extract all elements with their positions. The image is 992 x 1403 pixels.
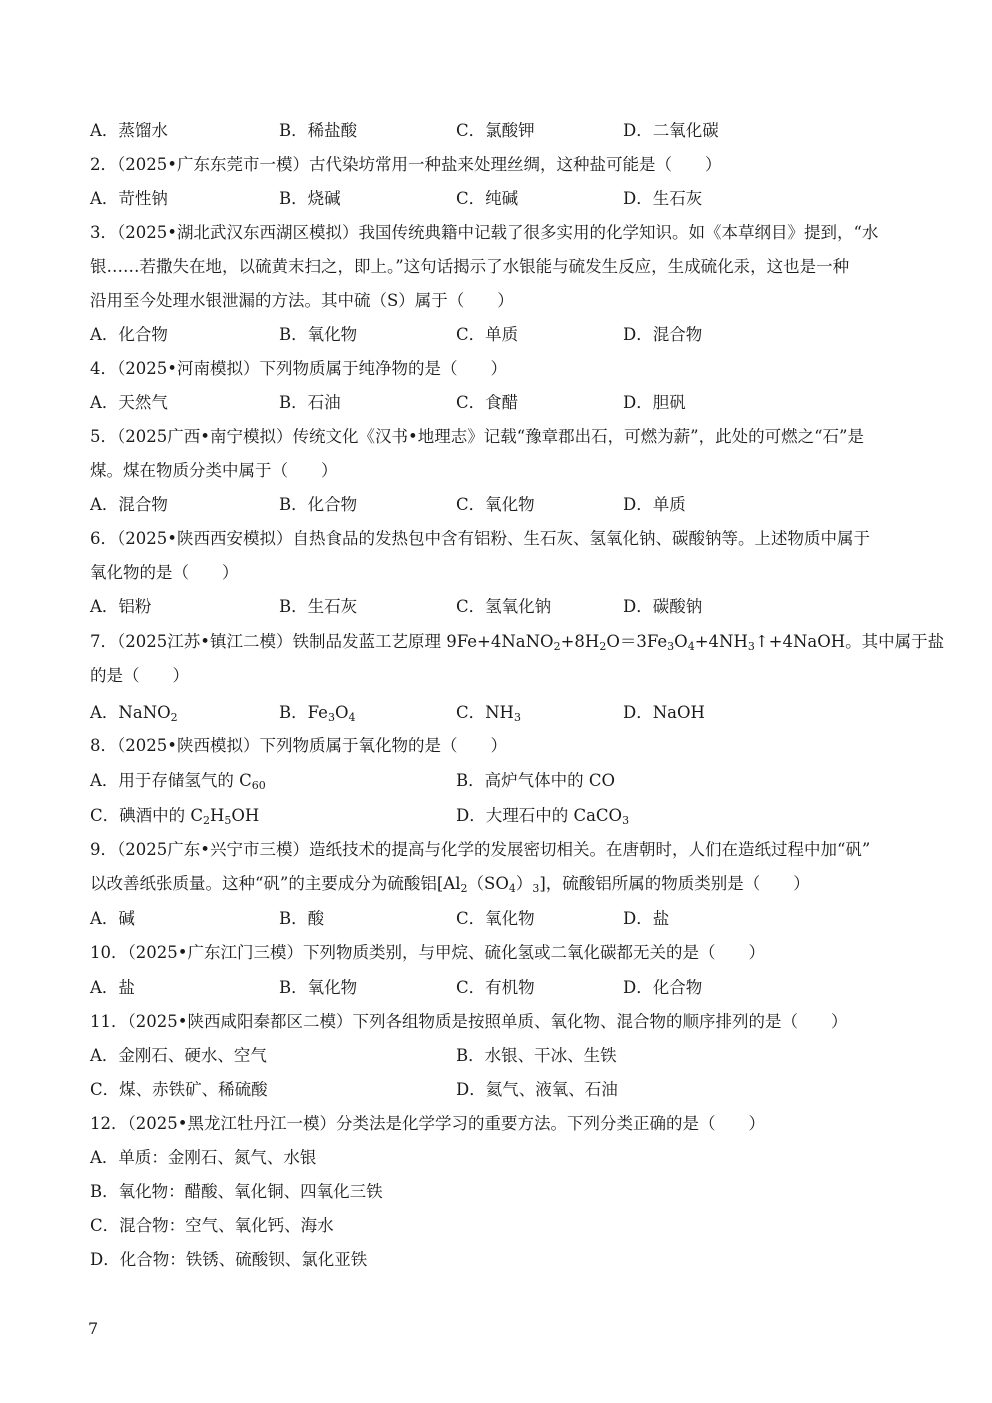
q7-option-b-sub-1: 3 [327, 711, 335, 724]
q7-option-d: D．NaOH [623, 703, 705, 722]
q8-option-d-text: D．大理石中的 CaCO [456, 806, 623, 825]
q11-option-b: B．水银、干冰、生铁 [456, 1046, 617, 1065]
q5-option-b: B．化合物 [279, 495, 358, 514]
q2-option-d: D．生石灰 [623, 189, 703, 208]
q10-option-a: A．盐 [90, 978, 135, 997]
q7-sub-4: 4 [687, 640, 695, 653]
q4-stem: 4．（2025•河南模拟）下列物质属于纯净物的是（ ） [90, 359, 507, 378]
q3-option-c: C．单质 [456, 325, 519, 344]
q11-option-c: C．煤、赤铁矿、稀硫酸 [90, 1080, 268, 1099]
q11-stem: 11．（2025•陕西咸阳秦都区二模）下列各组物质是按照单质、氧化物、混合物的顺序排列的是（ ） [90, 1012, 848, 1031]
q3-stem-line-2: 银……若撒失在地，以硫黄末扫之，即上。”这句话揭示了水银能与硫发生反应，生成硫化汞，这也是一种 [90, 257, 850, 276]
q9-text-mid-2: ） [515, 874, 533, 893]
q2-option-a: A．苛性钠 [90, 189, 168, 208]
q8-option-b: B．高炉气体中的 CO [456, 771, 616, 790]
q7-option-b [279, 702, 355, 724]
q7-sub-3: 3 [667, 640, 675, 653]
q11-option-a: A．金刚石、硬水、空气 [90, 1046, 267, 1065]
q3-option-a: A．化合物 [90, 325, 168, 344]
q7-option-c [456, 702, 521, 724]
q7-text-prefix: 7．（2025江苏•镇江二模）铁制品发蓝工艺原理 9Fe+4NaNO [90, 632, 554, 651]
q9-option-c: C．氧化物 [456, 909, 535, 928]
q8-option-c-tail: OH [231, 806, 260, 825]
q8-stem: 8．（2025•陕西模拟）下列物质属于氧化物的是（ ） [90, 736, 507, 755]
q2-stem: 2．（2025•广东东莞市一模）古代染坊常用一种盐来处理丝绸，这种盐可能是（ ） [90, 155, 722, 174]
q4-option-b: B．石油 [279, 393, 341, 412]
q9-option-d: D．盐 [623, 909, 670, 928]
q7-sub-1: 2 [553, 640, 561, 653]
q12-option-a: A．单质：金刚石、氮气、水银 [90, 1148, 317, 1167]
q2-option-b: B．烧碱 [279, 189, 341, 208]
q7-option-a [90, 702, 178, 724]
q6-option-c: C．氢氧化钠 [456, 597, 552, 616]
q7-option-c-text: C．NH [456, 703, 514, 722]
q8-option-c-sub-1: 2 [203, 814, 210, 827]
q8-option-c-text: C．碘酒中的 C [90, 806, 203, 825]
q5-option-c: C．氧化物 [456, 495, 535, 514]
q7-text-mid-2: O＝3Fe [606, 632, 668, 651]
q2-option-c: C．纯碱 [456, 189, 519, 208]
q5-option-a: A．混合物 [90, 495, 168, 514]
q12-option-c: C．混合物：空气、氧化钙、海水 [90, 1216, 334, 1235]
q9-text-mid-1: （SO [467, 874, 509, 893]
q6-stem-line-1: 6．（2025•陕西西安模拟）自热食品的发热包中含有铝粉、生石灰、氢氧化钠、碳酸钠等。上述物质中属于 [90, 529, 870, 548]
q7-stem-line-1 [90, 631, 945, 653]
q9-sub-1: 2 [460, 882, 468, 895]
q4-option-c: C．食醋 [456, 393, 519, 412]
q7-text-mid-1: +8H [560, 632, 600, 651]
q9-stem-line-2 [90, 873, 905, 895]
q7-option-b-text: B．Fe [279, 703, 328, 722]
q8-option-d-sub: 3 [622, 814, 630, 827]
q12-option-b: B．氧化物：醋酸、氧化铜、四氧化三铁 [90, 1182, 383, 1201]
q7-option-a-text: A．NaNO [90, 703, 171, 722]
q6-option-b: B．生石灰 [279, 597, 358, 616]
q7-stem-line-2: 的是（ ） [90, 666, 189, 685]
q6-stem-line-2: 氧化物的是（ ） [90, 563, 239, 582]
q7-option-b-sub-2: 4 [348, 711, 356, 724]
q8-option-a [90, 770, 266, 792]
q10-option-d: D．化合物 [623, 978, 703, 997]
q1-option-d: D．二氧化碳 [623, 121, 719, 140]
q9-sub-2: 4 [508, 882, 516, 895]
q9-text-prefix: 以改善纸张质量。这种“矾”的主要成分为硫酸铝[Al [90, 874, 461, 893]
q12-option-d: D．化合物：铁锈、硫酸钡、氯化亚铁 [90, 1250, 368, 1269]
q9-text-suffix: ]，硫酸铝所属的物质类别是（ ） [539, 874, 810, 893]
q10-stem: 10．（2025•广东江门三模）下列物质类别，与甲烷、硫化氢或二氧化碳都无关的是（ ） [90, 943, 765, 962]
q7-text-mid-4: +4NH [694, 632, 748, 651]
q7-text-mid-3: O [674, 632, 688, 651]
q8-option-c [90, 805, 259, 827]
q9-sub-3: 3 [532, 882, 540, 895]
q3-stem-line-3: 沿用至今处理水银泄漏的方法。其中硫（S）属于（ ） [90, 291, 514, 310]
q10-option-b: B．氧化物 [279, 978, 358, 997]
q4-option-a: A．天然气 [90, 393, 168, 412]
q10-option-c: C．有机物 [456, 978, 535, 997]
q3-option-b: B．氧化物 [279, 325, 358, 344]
q8-option-d [456, 805, 629, 827]
q8-option-a-text: A．用于存储氢气的 C [90, 771, 252, 790]
q9-option-a: A．碱 [90, 909, 135, 928]
q12-stem: 12．（2025•黑龙江牡丹江一模）分类法是化学学习的重要方法。下列分类正确的是（ ） [90, 1114, 765, 1133]
q11-option-d: D．氦气、液氧、石油 [456, 1080, 618, 1099]
q6-option-d: D．碳酸钠 [623, 597, 703, 616]
q6-option-a: A．铝粉 [90, 597, 152, 616]
q5-option-d: D．单质 [623, 495, 686, 514]
q7-text-suffix: ↑+4NaOH。其中属于盐 [754, 632, 945, 651]
q7-option-b-mid: O [334, 703, 349, 722]
q5-stem-line-2: 煤。煤在物质分类中属于（ ） [90, 461, 338, 480]
q7-sub-2: 2 [599, 640, 607, 653]
q4-option-d: D．胆矾 [623, 393, 686, 412]
q1-option-b: B．稀盐酸 [279, 121, 358, 140]
q3-option-d: D．混合物 [623, 325, 703, 344]
q7-option-a-sub: 2 [170, 711, 178, 724]
q7-option-c-sub: 3 [513, 711, 521, 724]
page-number: 7 [88, 1319, 99, 1338]
q3-stem-line-1: 3．（2025•湖北武汉东西湖区模拟）我国传统典籍中记载了很多实用的化学知识。如《本草纲目》提到，“水 [90, 223, 879, 242]
q8-option-c-mid: H [210, 806, 225, 825]
q8-option-a-sub: 60 [251, 779, 266, 792]
q1-option-a: A．蒸馏水 [90, 121, 168, 140]
q8-option-c-sub-2: 5 [224, 814, 232, 827]
q5-stem-line-1: 5．（2025广西•南宁模拟）传统文化《汉书•地理志》记载“豫章郡出石，可燃为薪”，此处的可燃之“石”是 [90, 427, 864, 446]
q9-option-b: B．酸 [279, 909, 325, 928]
q1-option-c: C．氯酸钾 [456, 121, 535, 140]
q9-stem-line-1: 9．（2025广东•兴宁市三模）造纸技术的提高与化学的发展密切相关。在唐朝时，人们在造纸过程中加“矾” [90, 840, 871, 859]
q7-sub-5: 3 [747, 640, 755, 653]
